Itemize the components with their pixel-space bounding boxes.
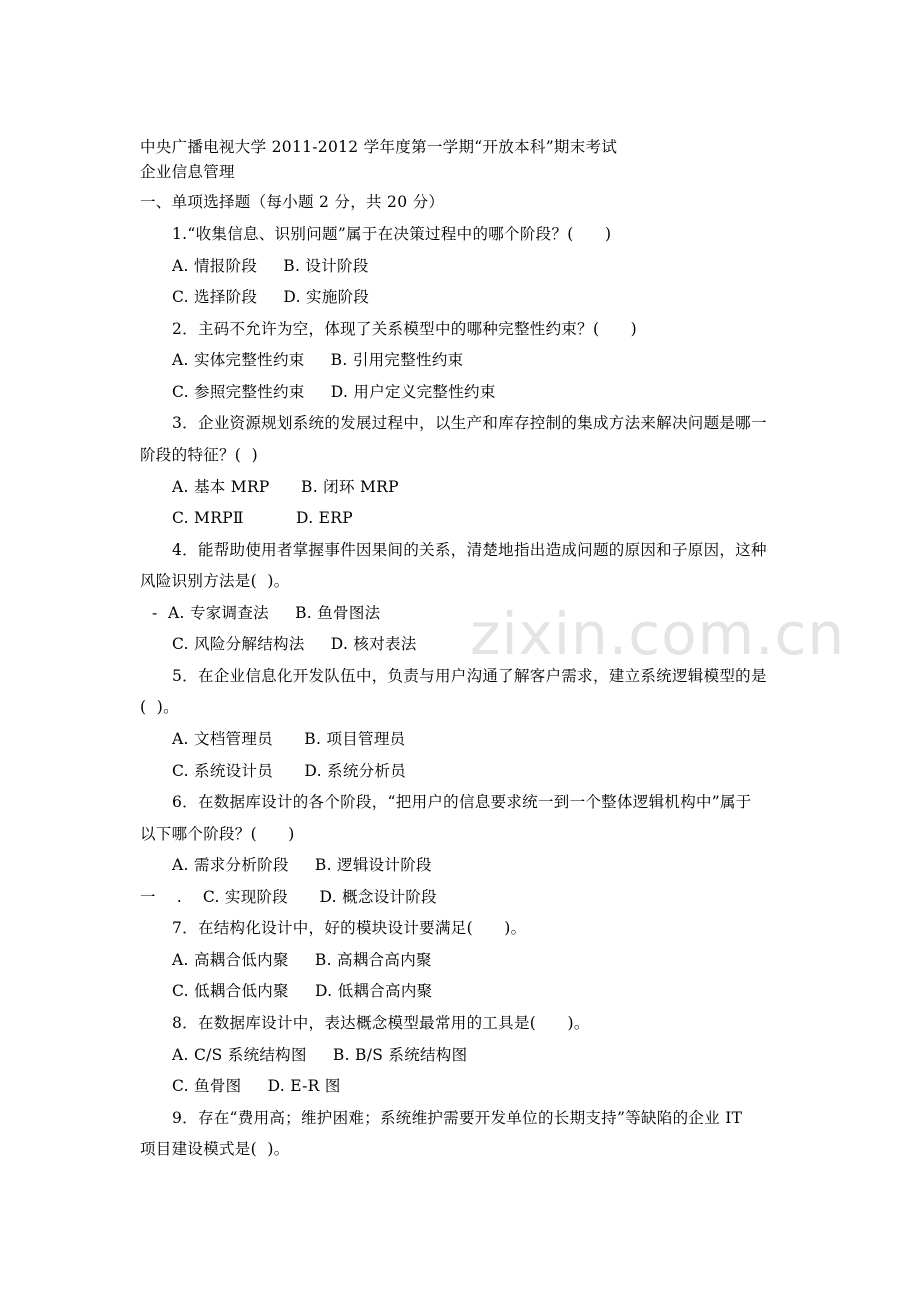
question-1: 1.“收集信息、识别问题”属于在决策过程中的哪个阶段？( ) [172, 225, 612, 243]
question-6-line-1: 6．在数据库设计的各个阶段，“把用户的信息要求统一到一个整体逻辑机构中”属于 [172, 793, 752, 811]
question-9-line-1: 9．存在“费用高；维护困难；系统维护需要开发单位的长期支持”等缺陷的企业 IT [172, 1109, 743, 1127]
question-7-options-ab: A. 高耦合低内聚 B. 高耦合高内聚 [172, 951, 432, 969]
question-1-options-cd: C. 选择阶段 D. 实施阶段 [172, 288, 370, 306]
question-4-line-1: 4．能帮助使用者掌握事件因果间的关系，清楚地指出造成问题的原因和子原因，这种 [172, 541, 767, 559]
question-7-options-cd: C. 低耦合低内聚 D. 低耦合高内聚 [172, 982, 433, 1000]
question-4-options-cd: C. 风险分解结构法 D. 核对表法 [172, 635, 417, 653]
exam-title: 中央广播电视大学 2011-2012 学年度第一学期“开放本科”期末考试 [140, 138, 618, 156]
question-5-line-2: ( )。 [140, 698, 179, 716]
question-6-options-cd: 一 . C. 实现阶段 D. 概念设计阶段 [140, 888, 437, 906]
question-6-options-ab: A. 需求分析阶段 B. 逻辑设计阶段 [172, 856, 432, 874]
question-3-options-cd: C. MRPⅡ D. ERP [172, 509, 353, 527]
question-5-line-1: 5．在企业信息化开发队伍中，负责与用户沟通了解客户需求，建立系统逻辑模型的是 [172, 667, 767, 685]
question-2: 2．主码不允许为空，体现了关系模型中的哪种完整性约束？( ) [172, 320, 638, 338]
subject-title: 企业信息管理 [140, 163, 235, 181]
question-8-options-ab: A. C/S 系统结构图 B. B/S 系统结构图 [172, 1046, 468, 1064]
question-3-line-2: 阶段的特征？( ) [140, 446, 258, 464]
watermark: zixin.com.cn [470, 600, 846, 668]
question-5-options-ab: A. 文档管理员 B. 项目管理员 [172, 730, 406, 748]
question-2-options-ab: A. 实体完整性约束 B. 引用完整性约束 [172, 351, 464, 369]
question-5-options-cd: C. 系统设计员 D. 系统分析员 [172, 762, 407, 780]
question-1-options-ab: A. 情报阶段 B. 设计阶段 [172, 257, 369, 275]
question-6-line-2: 以下哪个阶段？( ) [140, 825, 295, 843]
section-heading: 一、单项选择题（每小题 2 分，共 20 分） [140, 193, 445, 211]
question-4-options-ab: - A. 专家调查法 B. 鱼骨图法 [152, 604, 381, 622]
question-3-options-ab: A. 基本 MRP B. 闭环 MRP [172, 478, 399, 496]
question-3-line-1: 3．企业资源规划系统的发展过程中，以生产和库存控制的集成方法来解决问题是哪一 [172, 414, 767, 432]
question-8: 8．在数据库设计中，表达概念模型最常用的工具是( )。 [172, 1014, 590, 1032]
question-8-options-cd: C. 鱼骨图 D. E-R 图 [172, 1077, 341, 1095]
question-2-options-cd: C. 参照完整性约束 D. 用户定义完整性约束 [172, 383, 496, 401]
question-9-line-2: 项目建设模式是( )。 [140, 1140, 290, 1158]
question-4-line-2: 风险识别方法是( )。 [140, 572, 290, 590]
question-7: 7．在结构化设计中，好的模块设计要满足( )。 [172, 919, 527, 937]
